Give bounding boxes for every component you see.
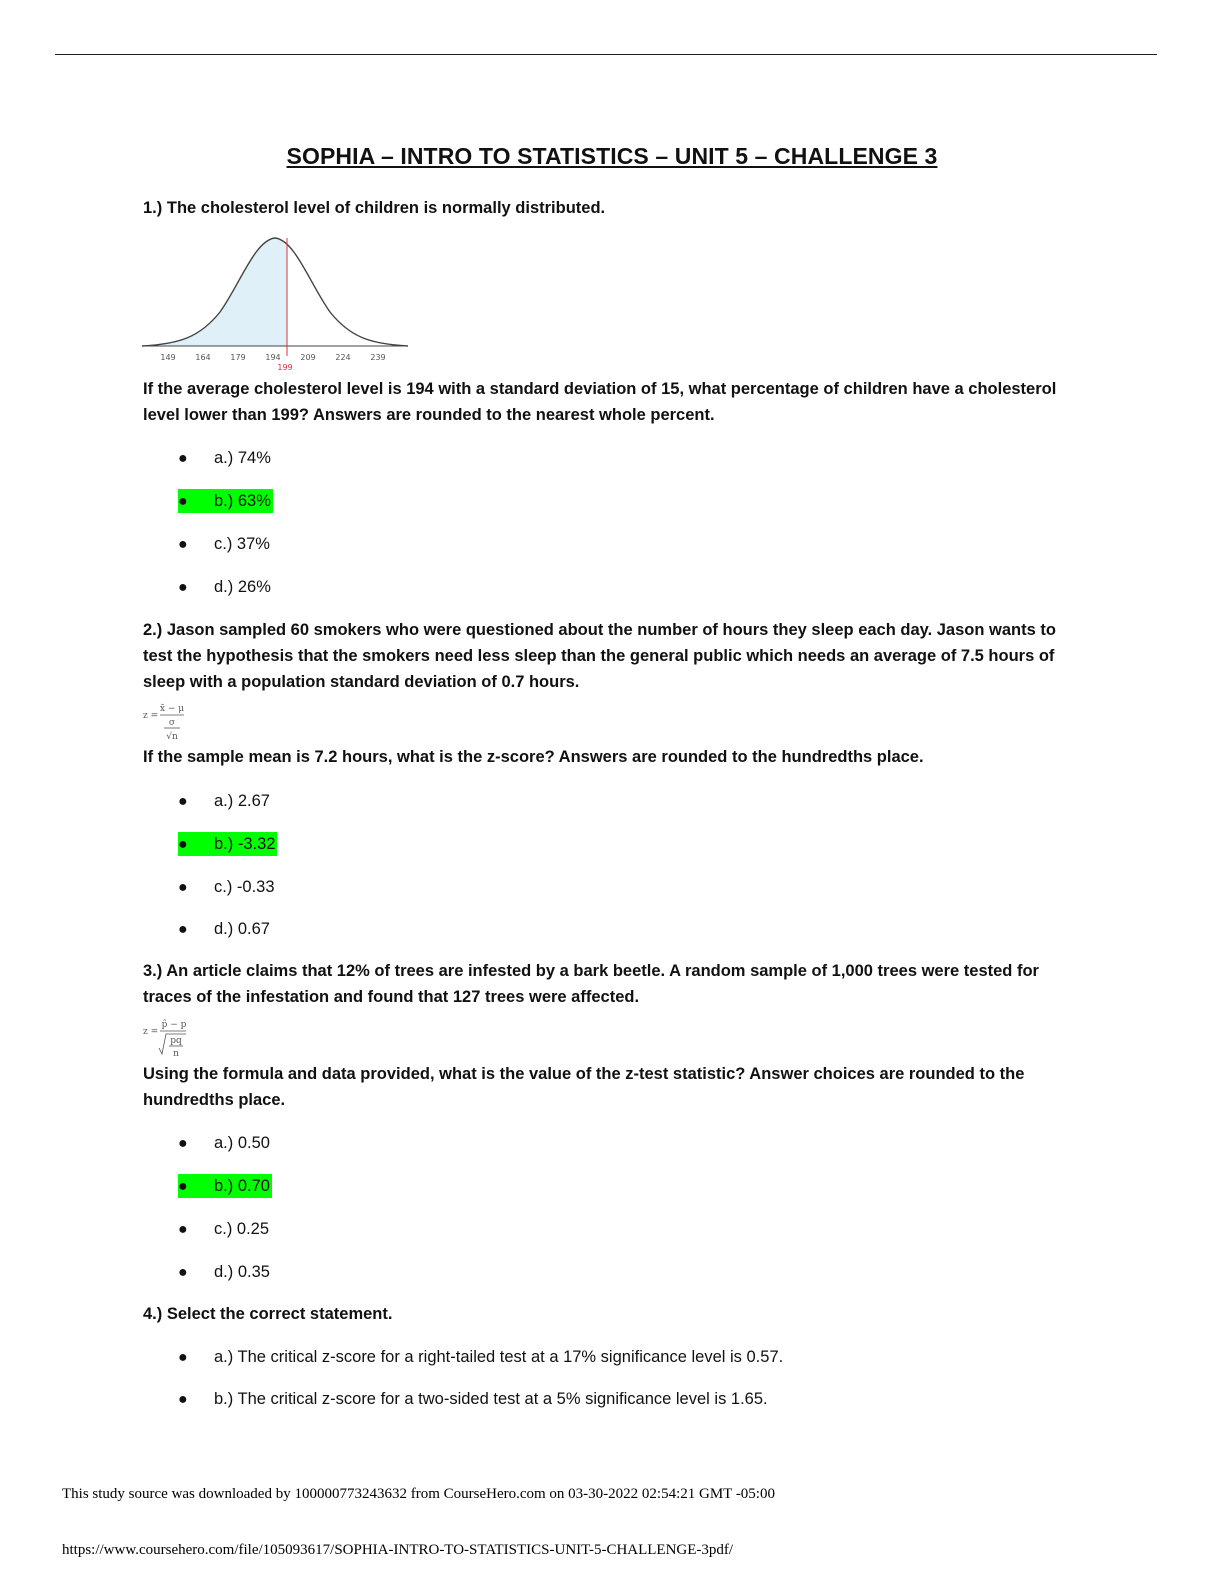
question-1-option-a[interactable]: ● a.) 74% — [178, 446, 271, 470]
formula-lhs: z = — [143, 1027, 159, 1037]
formula-denominator-bottom: √n — [166, 732, 178, 742]
question-1-option-b[interactable]: ● b.) 63% — [178, 489, 273, 513]
question-3-option-d[interactable]: ● d.) 0.35 — [178, 1260, 270, 1284]
question-2-option-b[interactable]: ● b.) -3.32 — [178, 832, 277, 856]
question-2-option-c[interactable]: ● c.) -0.33 — [178, 875, 275, 899]
tick-label: 149 — [160, 353, 176, 362]
question-2-option-d[interactable]: ● d.) 0.67 — [178, 917, 270, 941]
z-score-formula — [142, 700, 202, 746]
bullet-icon: ● — [178, 1135, 188, 1152]
formula-denominator-top: pq — [170, 1036, 182, 1046]
question-4-option-b[interactable]: ● b.) The critical z-score for a two-sided test at a 5% significance level is 1.65. — [178, 1387, 768, 1411]
question-2-number: 2.) — [143, 621, 163, 639]
bullet-icon: ● — [178, 450, 188, 467]
bullet-icon: ● — [178, 1264, 188, 1281]
curve-shaded-area — [142, 238, 287, 346]
tick-label: 209 — [300, 353, 316, 362]
question-2-prompt: If the sample mean is 7.2 hours, what is the z-score? Answers are rounded to the hundredths place. — [143, 748, 924, 766]
tick-label: 194 — [265, 353, 281, 362]
question-2-option-a[interactable]: ● a.) 2.67 — [178, 789, 270, 813]
marker-label: 199 — [277, 363, 293, 372]
question-3-option-a[interactable]: ● a.) 0.50 — [178, 1131, 270, 1155]
formula-denominator-top: σ — [168, 718, 176, 728]
question-3-number: 3.) — [143, 962, 163, 980]
question-4-stem — [143, 1301, 1083, 1327]
question-1-stem-text: The cholesterol level of children is normally distributed. — [166, 199, 606, 217]
question-1-stem — [143, 195, 1083, 221]
page-title: SOPHIA – INTRO TO STATISTICS – UNIT 5 – CHALLENGE 3 — [286, 143, 938, 169]
question-2-stem — [143, 617, 1083, 695]
question-3-prompt: Using the formula and data provided, what is the value of the z-test statistic? Answer choices are rounded to the hundredths place. — [143, 1065, 1025, 1109]
question-1-option-c[interactable]: ● c.) 37% — [178, 532, 270, 556]
bullet-icon: ● — [178, 793, 188, 810]
question-1-number: 1.) — [143, 199, 163, 217]
bullet-icon: ● — [178, 536, 188, 553]
question-3-option-b[interactable]: ● b.) 0.70 — [178, 1174, 272, 1198]
question-4-stem-text: Select the correct statement. — [166, 1305, 393, 1323]
bullet-icon: ● — [178, 879, 188, 896]
bullet-icon: ● — [178, 1349, 188, 1366]
question-2-stem-text: Jason sampled 60 smokers who were questioned about the number of hours they sleep each day. Jason wants to test the hypothesis that the smokers need less sleep than the general public which needs an average of 7.5 hours of sleep with a population standard deviation of 0.7 hours. — [143, 621, 1056, 691]
bullet-icon: ● — [178, 579, 188, 596]
formula-numerator: x̄ − μ — [159, 704, 185, 714]
question-1-option-d[interactable]: ● d.) 26% — [178, 575, 271, 599]
question-3-option-c[interactable]: ● c.) 0.25 — [178, 1217, 269, 1241]
question-4-option-a[interactable]: ● a.) The critical z-score for a right-tailed test at a 17% significance level is 0.57. — [178, 1345, 783, 1369]
question-3-stem — [143, 958, 1083, 1010]
z-test-formula — [142, 1016, 202, 1062]
top-rule — [55, 54, 1157, 55]
formula-numerator: p̂ − p — [161, 1020, 187, 1030]
question-3-stem-text: An article claims that 12% of trees are infested by a bark beetle. A random sample of 1,000 trees were tested for traces of the infestation and found that 127 trees were affected. — [143, 962, 1039, 1006]
question-4-number: 4.) — [143, 1305, 163, 1323]
formula-denominator-bottom: n — [173, 1049, 179, 1059]
tick-label: 164 — [195, 353, 211, 362]
question-1-prompt: If the average cholesterol level is 194 with a standard deviation of 15, what percentage of children have a cholesterol level lower than 199? Answers are rounded to the nearest whole percent. — [143, 380, 1057, 424]
source-url[interactable]: https://www.coursehero.com/file/105093617/SOPHIA-INTRO-TO-STATISTICS-UNIT-5-CHALLENGE-3pdf/ — [62, 1542, 734, 1558]
normal-distribution-chart — [140, 232, 412, 372]
download-note: This study source was downloaded by 100000773243632 from CourseHero.com on 03-30-2022 02:54:21 GMT -05:00 — [62, 1486, 775, 1502]
bullet-icon: ● — [178, 1178, 188, 1195]
tick-label: 224 — [335, 353, 351, 362]
bullet-icon: ● — [178, 493, 188, 510]
tick-label: 179 — [230, 353, 246, 362]
bullet-icon: ● — [178, 1221, 188, 1238]
formula-lhs: z = — [143, 711, 159, 721]
bullet-icon: ● — [178, 836, 188, 853]
tick-label: 239 — [370, 353, 386, 362]
bullet-icon: ● — [178, 921, 188, 938]
bullet-icon: ● — [178, 1391, 188, 1408]
